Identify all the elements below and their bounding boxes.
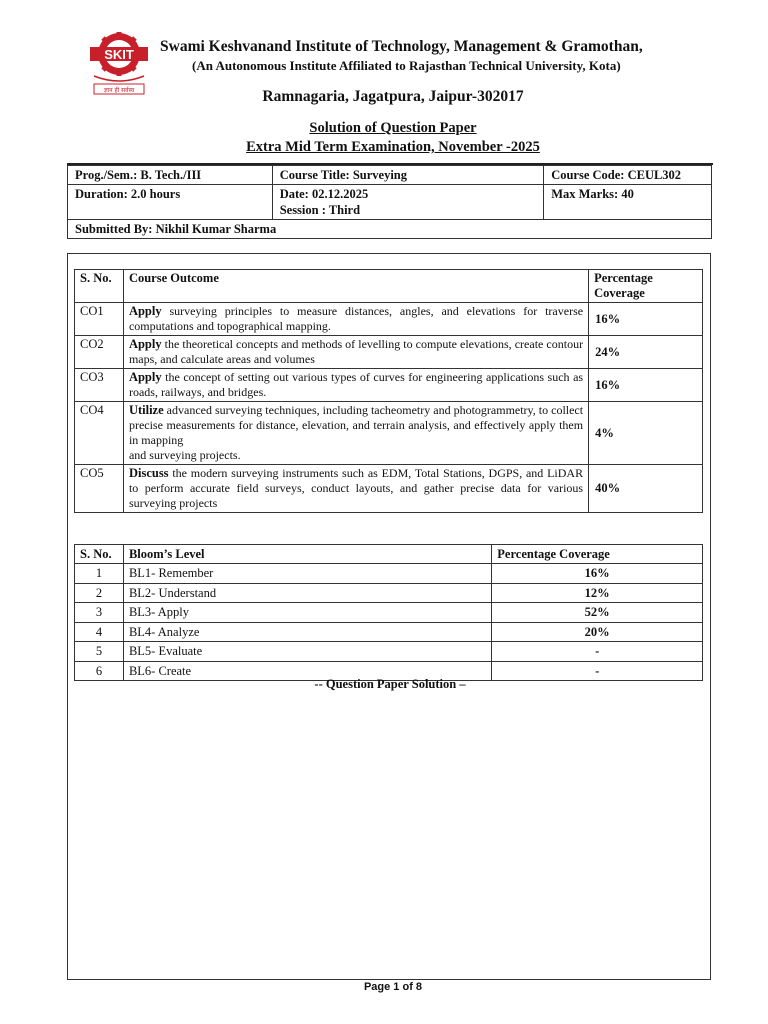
table-row: [75, 642, 703, 662]
co-percentage: 16%: [589, 369, 703, 402]
co-description: [123, 465, 588, 513]
logo-text: SKIT: [104, 47, 134, 62]
blooms-level-table: [74, 544, 703, 681]
co-verb: Discuss: [128, 466, 169, 480]
institute-name: Swami Keshvanand Institute of Technology, Management & Gramothan,: [160, 38, 643, 55]
bl-level: BL1- Remember: [123, 564, 491, 584]
table-row: [75, 465, 703, 513]
submitted-by: Submitted By: Nikhil Kumar Sharma: [68, 220, 712, 239]
bl-percentage: 52%: [492, 603, 703, 623]
bl-header-coverage: Percentage Coverage: [492, 545, 703, 564]
table-row: [75, 402, 703, 465]
co-number: CO1: [75, 303, 124, 336]
exam-date: Date: 02.12.2025: [279, 187, 369, 201]
bl-number: 6: [75, 661, 124, 681]
bl-percentage: -: [492, 642, 703, 662]
co-header-sno: S. No.: [75, 270, 124, 303]
co-number: CO4: [75, 402, 124, 465]
co-header-outcome: Course Outcome: [123, 270, 588, 303]
duration: Duration: 2.0 hours: [68, 185, 273, 220]
exam-session: Session : Third: [279, 203, 361, 217]
bl-number: 4: [75, 622, 124, 642]
co-header-coverage: Percentage Coverage: [589, 270, 703, 303]
co-number: CO2: [75, 336, 124, 369]
co-text: advanced surveying techniques, including tacheometry and photogrammetry, to collect precise measurements for distance, elevation, and terrain analysis, and effectively apply them in mapping: [128, 403, 584, 447]
bl-number: 3: [75, 603, 124, 623]
co-text: the modern surveying instruments such as EDM, Total Stations, DGPS, and LiDAR to perform accurate field surveys, conduct layouts, and gather precise data for various surveying projects: [128, 466, 584, 510]
bl-header-level: Bloom’s Level: [123, 545, 491, 564]
document-title: Solution of Question Paper: [309, 120, 477, 136]
bl-percentage: 20%: [492, 622, 703, 642]
co-verb: Apply: [128, 370, 162, 384]
co-text-cont: and surveying projects.: [128, 448, 241, 462]
co-percentage: 16%: [589, 303, 703, 336]
co-percentage: 40%: [589, 465, 703, 513]
table-row: [75, 564, 703, 584]
bl-level: BL4- Analyze: [123, 622, 491, 642]
bl-percentage: 16%: [492, 564, 703, 584]
bl-number: 1: [75, 564, 124, 584]
section-heading: -- Question Paper Solution –: [314, 677, 466, 691]
table-row: [75, 622, 703, 642]
course-info-table: [67, 165, 712, 239]
co-percentage: 24%: [589, 336, 703, 369]
co-text: the concept of setting out various types of curves for engineering applications such as roads, railways, and bridges.: [128, 370, 584, 399]
date-session: [272, 185, 544, 220]
course-code: Course Code: CEUL302: [544, 166, 712, 185]
max-marks: Max Marks: 40: [544, 185, 712, 220]
co-verb: Apply: [128, 337, 162, 351]
table-row: [75, 336, 703, 369]
co-description: [123, 402, 588, 465]
bl-percentage: 12%: [492, 583, 703, 603]
co-percentage: 4%: [589, 402, 703, 465]
bl-number: 5: [75, 642, 124, 662]
bl-number: 2: [75, 583, 124, 603]
co-verb: Apply: [128, 304, 162, 318]
table-row: [75, 603, 703, 623]
co-number: CO5: [75, 465, 124, 513]
co-text: surveying principles to measure distances, angles, and elevations for traverse computations and topographical mapping.: [128, 304, 584, 333]
co-description: [123, 303, 588, 336]
bl-level: BL6- Create: [123, 661, 491, 681]
bl-header-sno: S. No.: [75, 545, 124, 564]
co-text: the theoretical concepts and methods of levelling to compute elevations, create contour maps, and calculate areas and volumes: [128, 337, 584, 366]
bl-percentage: -: [492, 661, 703, 681]
table-row: [75, 303, 703, 336]
institute-affiliation: (An Autonomous Institute Affiliated to Rajasthan Technical University, Kota): [192, 58, 621, 73]
bl-level: BL3- Apply: [123, 603, 491, 623]
co-number: CO3: [75, 369, 124, 402]
table-row: [75, 369, 703, 402]
bl-level: BL5- Evaluate: [123, 642, 491, 662]
course-outcome-table: [74, 269, 703, 513]
bl-level: BL2- Understand: [123, 583, 491, 603]
course-title: Course Title: Surveying: [272, 166, 544, 185]
co-description: [123, 336, 588, 369]
table-row: [75, 583, 703, 603]
co-verb: Utilize: [128, 403, 164, 417]
logo-tagline: ज्ञान ही सर्वस्व: [103, 87, 135, 94]
exam-title: Extra Mid Term Examination, November -2025: [246, 139, 540, 155]
prog-sem: Prog./Sem.: B. Tech./III: [68, 166, 273, 185]
co-description: [123, 369, 588, 402]
institute-address: Ramnagaria, Jagatpura, Jaipur-302017: [262, 88, 524, 105]
page-number: Page 1 of 8: [363, 981, 423, 993]
